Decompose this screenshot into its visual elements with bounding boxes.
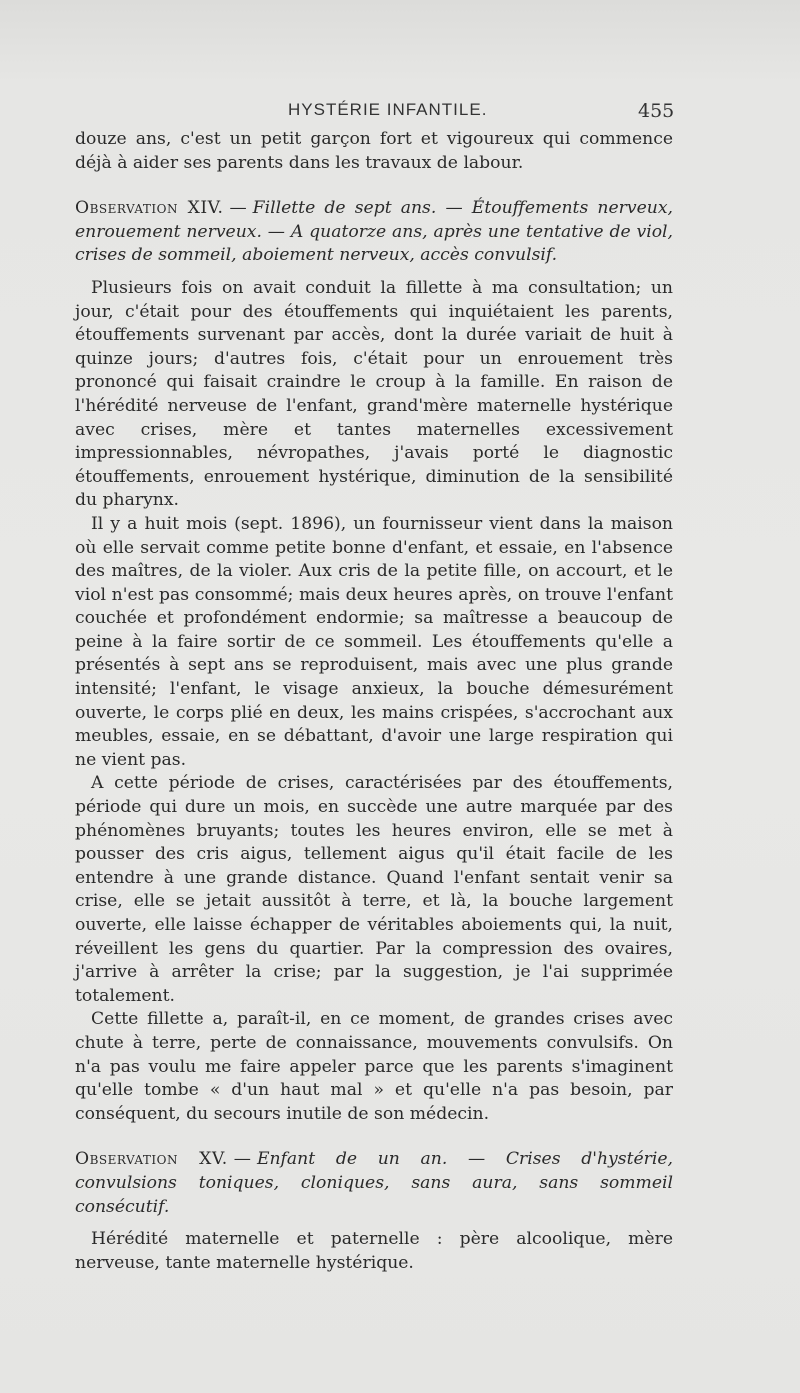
intro-paragraph: douze ans, c'est un petit garçon fort et vigoureux qui commence déjà à aider ses parents dans les travaux de labour. [75,129,673,173]
observation-14-paragraph: Il y a huit mois (sept. 1896), un fournisseur vient dans la maison où elle servait comme petite bonne d'enfant, et essaie, en l'absence des maîtres, de la violer. Aux cris de la petite fille, on accourt, et le viol n'est pas consommé; mais deux heures après, on trouve l'enfant couchée et profondément endormie; sa maîtresse a beaucoup de peine à la faire sortir de ce sommeil. Les étouffements qu'elle a présentés à sept ans se reproduisent, mais avec une plus grande intensité; l'enfant, le visage anxieux, la bouche démesurément ouverte, le corps plié en deux, les mains crispées, s'accrochant aux meubles, essaie, en se débattant, d'avoir une large respiration qui ne vient pas. [75,513,673,770]
observation-14-paragraph: A cette période de crises, caractérisées par des étouffements, période qui dure un mois, en succède une autre marquée par des phénomènes bruyants; toutes les heures environ, elle se met à pousser des cris aigus, tellement aigus qu'il était facile de les entendre à une grande distance. Quand l'enfant sentait venir sa crise, elle se jetait aussitôt à terre, et là, la bouche largement ouverte, elle laisse échapper de véritables aboiements qui, la nuit, réveillent les gens du quartier. Par la compression des ovaires, j'arrive à arrêter la crise; par la suggestion, je l'ai supprimée totalement. [75,773,673,1006]
observation-14-heading [75,197,673,268]
page-header [0,100,800,126]
observation-15-heading [75,1148,673,1219]
observation-14-label: Observation XIV. [75,198,224,219]
observation-15-dash: — [233,1149,251,1170]
observation-14-dash: — [229,198,247,219]
running-title: HYSTÉRIE INFANTILE. [288,100,488,119]
page-number: 455 [638,100,675,122]
body-text [75,128,673,1275]
observation-15-title: Enfant de un an. — Crises d'hystérie, convulsions toniques, cloniques, sans aura, sans sommeil consécutif. [75,1149,673,1217]
observation-14-paragraph: Cette fillette a, paraît-il, en ce moment, de grandes crises avec chute à terre, perte de connaissance, mouvements convulsifs. On n'a pas voulu me faire appeler parce que les parents s'imaginent qu'elle tombe « d'un haut mal » et qu'elle n'a pas besoin, par conséquent, du secours inutile de son médecin. [75,1009,673,1124]
observation-14-title: Fillette de sept ans. — Étouffements nerveux, enrouement nerveux. — A quatorze ans, après une tentative de viol, crises de sommeil, aboiement nerveux, accès convulsif. [75,198,673,266]
observation-15-label: Observation XV. [75,1149,228,1170]
observation-15-paragraph: Hérédité maternelle et paternelle : père alcoolique, mère nerveuse, tante maternelle hystérique. [75,1229,673,1273]
observation-14-paragraph: Plusieurs fois on avait conduit la fillette à ma consultation; un jour, c'était pour des étouffements qui inquiétaient les parents, étouffements survenant par accès, dont la durée variait de huit à quinze jours; d'autres fois, c'était pour un enrouement très prononcé qui faisait craindre le croup à la famille. En raison de l'hérédité nerveuse de l'enfant, grand'mère maternelle hystérique avec crises, mère et tantes maternelles excessivement impressionnables, névropathes, j'avais porté le diagnostic étouffements, enrouement hystérique, diminution de la sensibilité du pharynx. [75,277,673,511]
